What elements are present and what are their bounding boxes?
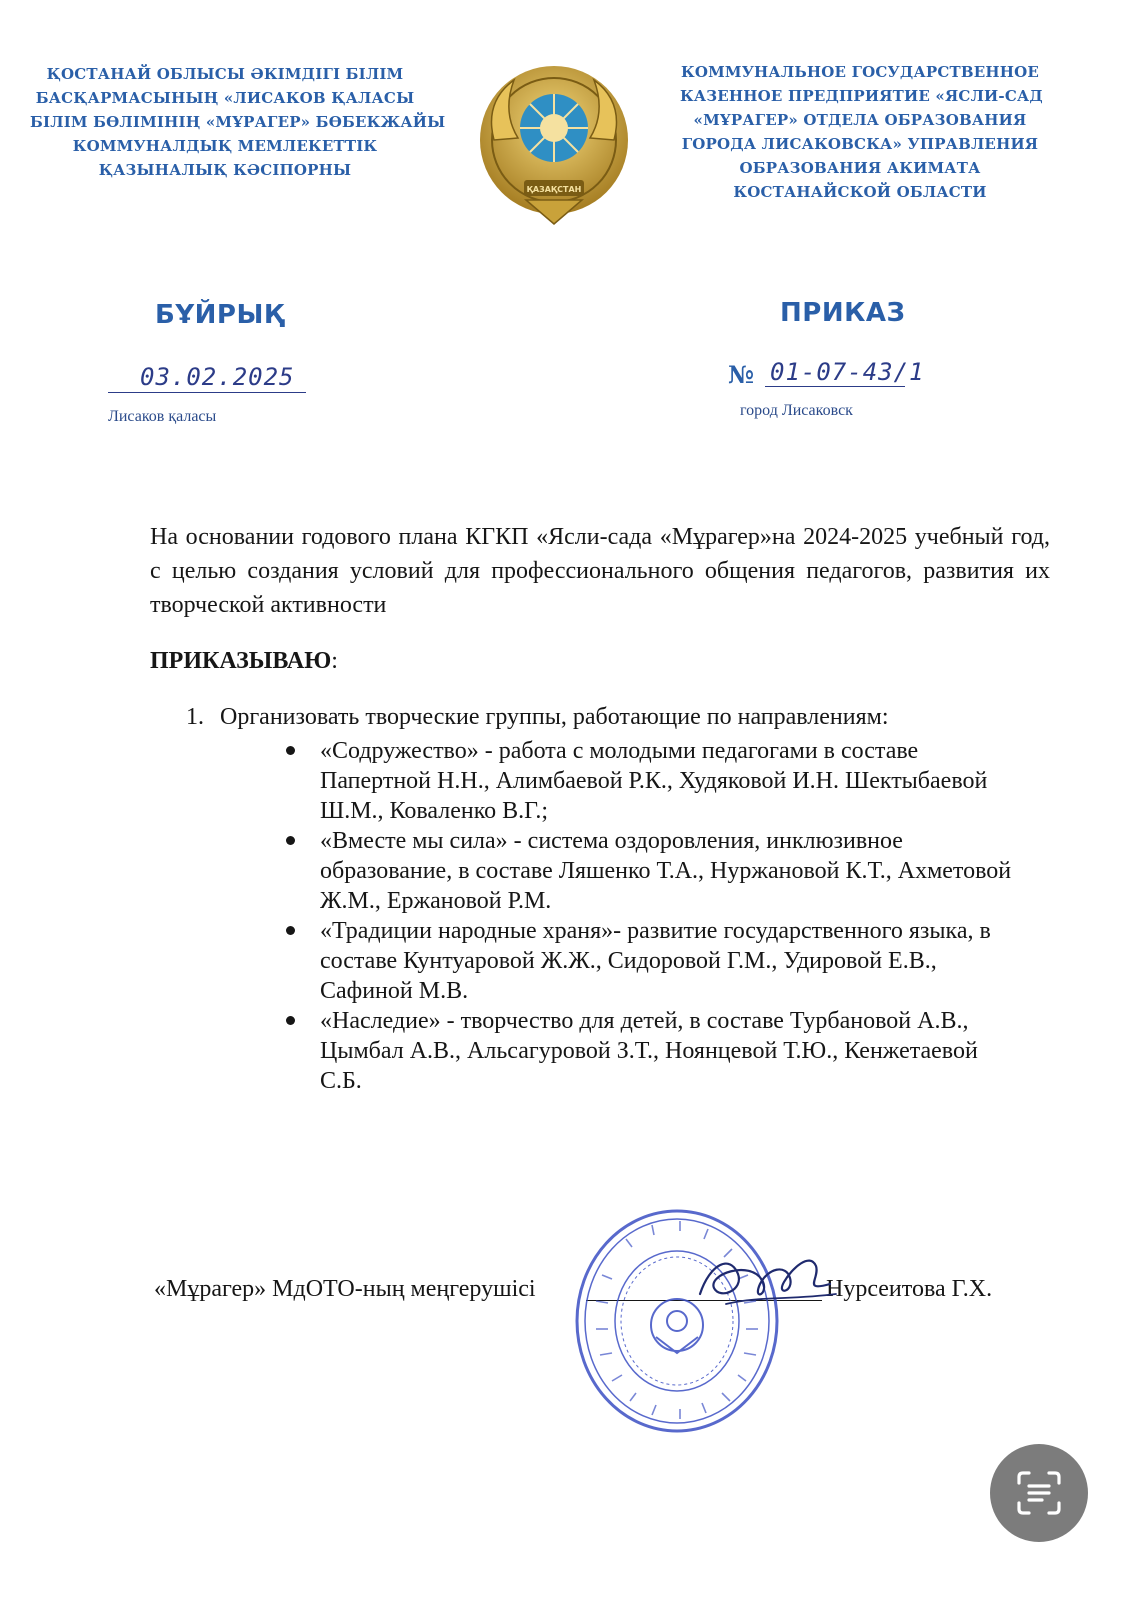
- state-emblem-icon: [474, 62, 634, 230]
- order-colon: :: [331, 648, 338, 674]
- header-kazakh-line: БІЛІМ БӨЛІМІНІҢ «МҰРАГЕР» БӨБЕКЖАЙЫ: [30, 113, 446, 131]
- bullet-icon: [286, 746, 295, 755]
- city-kazakh: Лисаков қаласы: [108, 408, 217, 425]
- group-text: «Вместе мы сила» - система оздоровления, инклюзивное образование, в составе Ляшенко Т.А., Нуржановой К.Т., Ахметовой Ж.М., Ержановой Р.М.: [320, 828, 1012, 914]
- header-russian-line: КОММУНАЛЬНОЕ ГОСУДАРСТВЕННОЕ: [680, 63, 1040, 81]
- header-kazakh-line: БАСҚАРМАСЫНЫҢ «ЛИСАКОВ ҚАЛАСЫ: [35, 89, 415, 107]
- text-scan-icon: [1013, 1467, 1065, 1519]
- creative-groups-list: [280, 736, 1020, 1096]
- header-russian-line: КОСТАНАЙСКОЙ ОБЛАСТИ: [733, 183, 987, 201]
- number-underline: [765, 386, 905, 387]
- list-item: [280, 826, 1020, 916]
- signatory-role: «Мұрагер» МдОТО-ның меңгерушісі: [154, 1276, 536, 1302]
- title-russian: ПРИКАЗ: [780, 298, 906, 328]
- order-date: 03.02.2025: [140, 363, 295, 391]
- signatory-name: Нурсеитова Г.Х.: [826, 1276, 993, 1302]
- number-sign: №: [728, 360, 755, 389]
- header-russian-line: «МҰРАГЕР» ОТДЕЛА ОБРАЗОВАНИЯ: [693, 111, 1027, 129]
- list-item: [280, 1006, 1020, 1096]
- handwritten-signature-icon: [690, 1244, 840, 1314]
- header-kazakh: [30, 62, 446, 182]
- intro-paragraph: На основании годового плана КГКП «Ясли-сада «Мұрагер»на 2024-2025 учебный год, с целью создания условий для профессионального общения педагогов, развития их творческой активности: [150, 524, 1050, 618]
- list-item: [280, 916, 1020, 1006]
- bullet-icon: [286, 926, 295, 935]
- bullet-icon: [286, 1016, 295, 1025]
- header-russian-line: КАЗЕННОЕ ПРЕДПРИЯТИЕ «ЯСЛИ-САД: [680, 87, 1043, 105]
- official-stamp-icon: [572, 1205, 782, 1437]
- group-text: «Содружество» - работа с молодыми педагогами в составе Папертной Н.Н., Алимбаевой Р.К., Худяковой И.Н. Шектыбаевой Ш.М., Коваленко В.Г.;: [320, 738, 988, 824]
- order-number: 01-07-43/1: [770, 358, 925, 386]
- emblem-text: ҚАЗАҚСТАН: [526, 185, 582, 194]
- group-text: «Традиции народные храня»- развитие государственного языка, в составе Кунтуаровой Ж.Ж., Сидоровой Г.М., Удировой Е.В., Сафиной М.В.: [320, 918, 991, 1004]
- bullet-icon: [286, 836, 295, 845]
- order-item-1: [186, 702, 889, 732]
- header-kazakh-line: ҚАЗЫНАЛЫҚ КӘСІПОРНЫ: [98, 161, 352, 179]
- city-russian: город Лисаковск: [740, 402, 853, 419]
- date-underline: [108, 392, 306, 393]
- title-kazakh: БҰЙРЫҚ: [155, 300, 285, 330]
- item-text: Организовать творческие группы, работающие по направлениям:: [220, 704, 889, 730]
- group-text: «Наследие» - творчество для детей, в составе Турбановой А.В., Цымбал А.В., Альсагуровой З.Т., Ноянцевой Т.Ю., Кенжетаевой С.Б.: [320, 1008, 978, 1094]
- header-kazakh-line: ҚОСТАНАЙ ОБЛЫСЫ ӘКІМДІГІ БІЛІМ: [46, 65, 404, 83]
- list-item: [280, 736, 1020, 826]
- header-russian: [680, 60, 1043, 204]
- item-number: 1.: [186, 704, 204, 730]
- order-heading: [150, 648, 338, 675]
- header-russian-line: ГОРОДА ЛИСАКОВСКА» УПРАВЛЕНИЯ: [681, 135, 1039, 153]
- order-word: ПРИКАЗЫВАЮ: [150, 648, 332, 674]
- header-russian-line: ОБРАЗОВАНИЯ АКИМАТА: [739, 159, 981, 177]
- text-scan-button[interactable]: [990, 1444, 1088, 1542]
- header-kazakh-line: КОММУНАЛДЫҚ МЕМЛЕКЕТТІК: [72, 137, 378, 155]
